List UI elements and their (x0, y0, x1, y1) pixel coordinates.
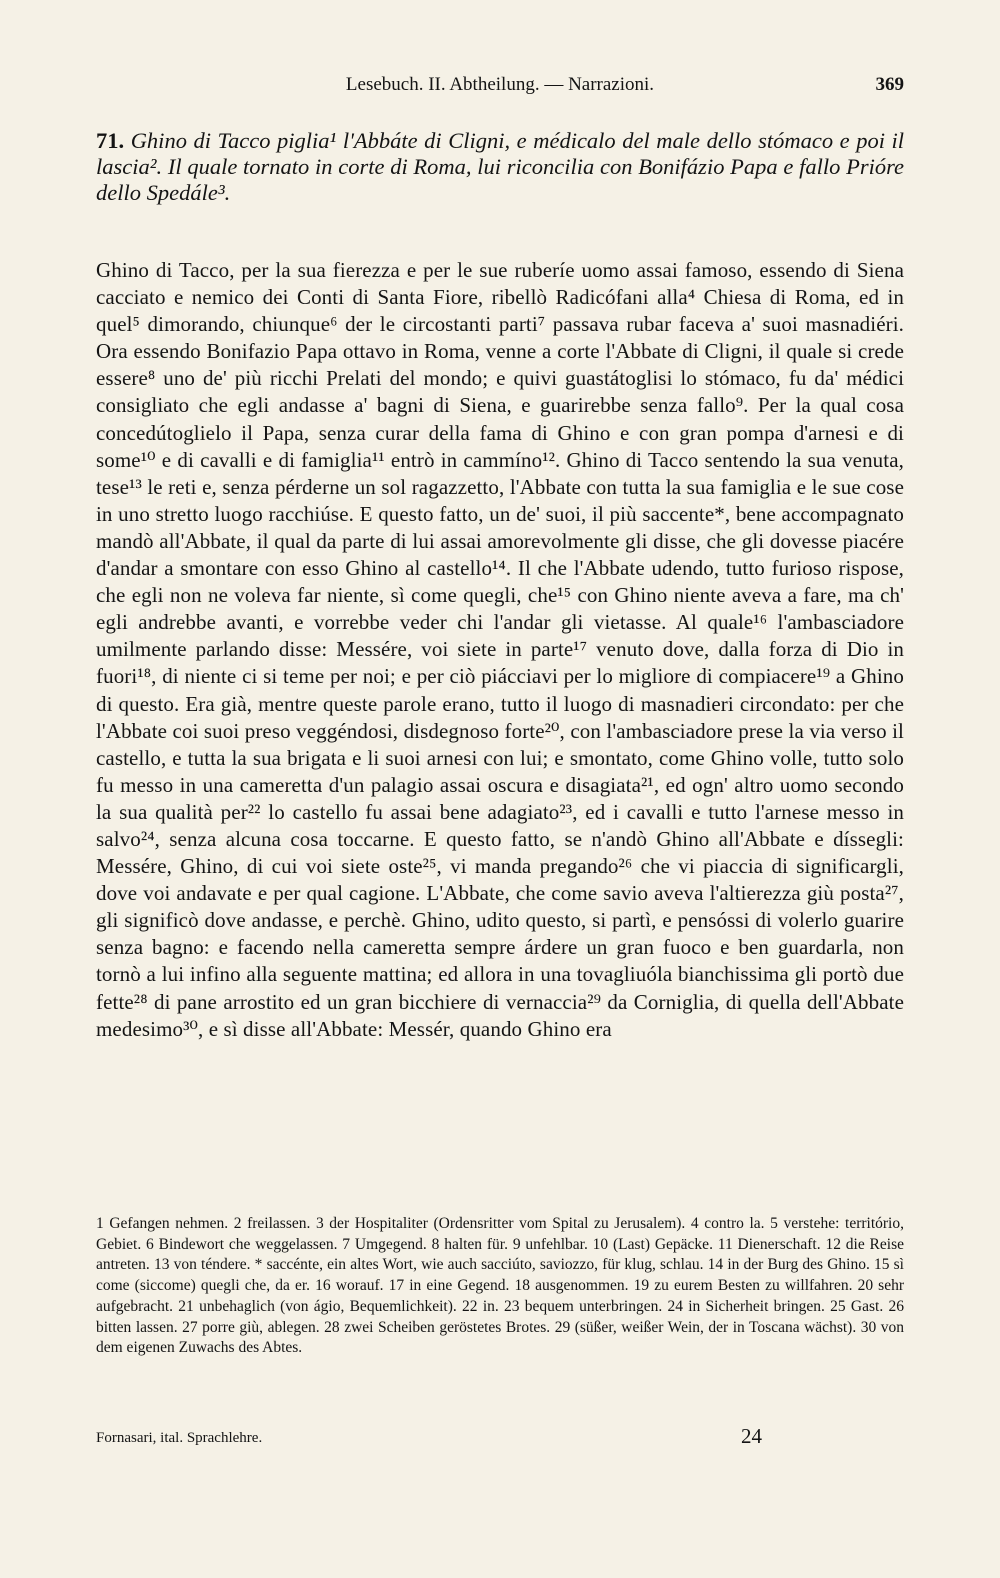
story-title (96, 128, 904, 206)
footnotes: 1 Gefangen nehmen. 2 freilassen. 3 der Hospitaliter (Ordensritter vom Spital zu Jerusalem). 4 contro la. 5 verstehe: território, Gebiet. 6 Bindewort che weggelassen. 7 Umgegend. 8 halten für. 9 unfehlbar. 10 (Last) Gepäcke. 11 Dienerschaft. 12 die Reise antreten. 13 von téndere. * saccénte, ein altes Wort, wie auch sacciúto, saviozzo, für klug, schlau. 14 in der Burg des Ghino. 15 sì come (siccome) quegli che, da er. 16 worauf. 17 in eine Gegend. 18 ausgenommen. 19 zu eurem Besten zu willfahren. 20 sehr aufgebracht. 21 unbehaglich (von ágio, Bequemlichkeit). 22 in. 23 bequem unterbringen. 24 in Sicherheit bringen. 25 Gast. 26 bitten lassen. 27 porre giù, ablegen. 28 zwei Scheiben geröstetes Brotes. 29 (süßer, weißer Wein, der in Toscana wächst). 30 von dem eigenen Zuwachs des Abtes. (96, 1215, 904, 1357)
running-title: Lesebuch. II. Abtheilung. — Narrazioni. (345, 74, 655, 95)
signature-text: Fornasari, ital. Sprachlehre. (96, 1430, 263, 1446)
signature-line (96, 1424, 904, 1448)
sheet-number: 24 (741, 1424, 762, 1448)
story-number: 71. (96, 128, 125, 153)
story-text: Ghino di Tacco, per la sua fierezza e per le sue ruberíe uomo assai famoso, essendo di Siena cacciato e nemico dei Conti di Santa Fiore, ribellò Radicófani alla⁴ Chiesa di Roma, ed in quel⁵ dimorando, chiunque⁶ der le circostanti parti⁷ passava rubar faceva a' suoi masnadiéri. Ora essendo Bonifazio Papa ottavo in Roma, venne a corte l'Abbate di Cligni, il quale si crede essere⁸ uno de' più ricchi Prelati del mondo; e quivi guastátoglisi lo stómaco, fu da' médici consigliato che egli andasse a' bagni di Siena, e guarirebbe senza fallo⁹. Per la qual cosa concedútoglielo il Papa, senza curar della fama di Ghino e con gran pompa d'arnesi e di some¹⁰ e di cavalli e di famiglia¹¹ entrò in cammíno¹². Ghino di Tacco sentendo la sua venuta, tese¹³ le reti e, senza pérderne un sol ragazzetto, l'Abbate con tutta la sua famiglia e le sue cose in uno stretto luogo racchiúse. E questo fatto, un de' suoi, il più saccente*, bene accompagnato mandò all'Abbate, il qual da parte di lui assai amorevolmente gli disse, che gli dovesse piacére d'andar a smontare con esso Ghino al castello¹⁴. Il che l'Abbate udendo, tutto furioso rispose, che egli non ne voleva far niente, sì come quegli, che¹⁵ con Ghino niente aveva a fare, ma ch' egli andrebbe avanti, e vorrebbe veder chi l'andar gli vietasse. Al quale¹⁶ l'ambasciadore umilmente parlando disse: Messére, voi siete in parte¹⁷ venuto dove, dalla forza di Dio in fuori¹⁸, di niente ci si teme per noi; e per ciò piácciavi per lo migliore di compiacere¹⁹ a Ghino di questo. Era già, mentre queste parole erano, tutto il luogo di masnadieri circondato: per che l'Abbate coi suoi preso veggéndosi, disdegnoso forte²⁰, con l'ambasciadore prese la via verso il castello, e tutta la sua brigata e li suoi arnesi con lui; e smontato, come Ghino volle, tutto solo fu messo in una cameretta d'un palagio assai oscura e disagiata²¹, ed ogn' altro uomo secondo la sua qualità per²² lo castello fu assai bene adagiato²³, ed i cavalli e tutto l'arnese messo in salvo²⁴, senza alcuna cosa toccarne. E questo fatto, se n'andò Ghino all'Abbate e díssegli: Messére, Ghino, di cui voi siete oste²⁵, vi manda pregando²⁶ che vi piaccia di significargli, dove voi andavate e per qual cagione. L'Abbate, che come savio aveva l'altierezza giù posta²⁷, gli significò dove andasse, e perchè. Ghino, udito questo, si partì, e pensóssi di volerlo guarire senza bagno: e facendo nella cameretta sempre árdere un gran fuoco e ben guardarla, non tornò a lui infino alla seguente mattina; ed allora in una tovagliuóla bianchissima gli portò due fette²⁸ di pane arrostito ed un gran bicchiere di vernaccia²⁹ da Corniglia, di quella dell'Abbate medesimo³⁰, e sì disse all'Abbate: Messér, quando Ghino era (96, 258, 904, 1041)
page-number: 369 (875, 74, 904, 95)
page-header (96, 74, 904, 100)
story-title-text: Ghino di Tacco piglia¹ l'Abbáte di Cligni, e médicalo del male dello stómaco e poi il lascia². Il quale tornato in corte di Roma, lui riconcilia con Bonifázio Papa e fallo Prióre dello Spedále³. (96, 128, 905, 205)
